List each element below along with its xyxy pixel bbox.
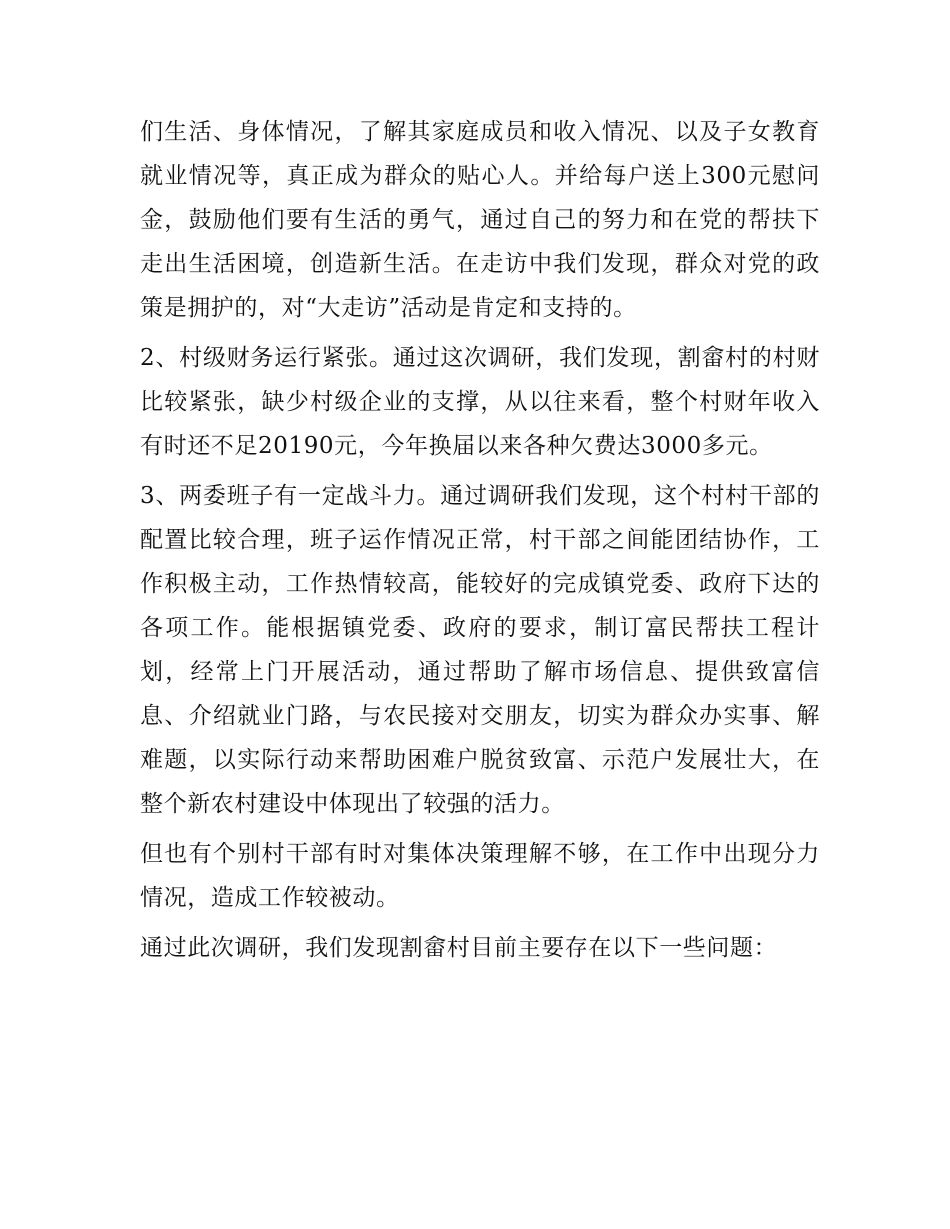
document-body xyxy=(140,110,820,970)
paragraph-problems-intro: 通过此次调研，我们发现割畲村目前主要存在以下一些问题： xyxy=(140,935,778,961)
paragraph-cadre-issues: 但也有个别村干部有时对集体决策理解不够，在工作中出现分力情况，造成工作较被动。 xyxy=(140,841,820,911)
paragraph-committee-capability: 3、两委班子有一定战斗力。通过调研我们发现，这个村村干部的配置比较合理，班子运作情况正常，村干部之间能团结协作，工作积极主动，工作热情较高，能较好的完成镇党委、政府下达的各项工作。能根据镇党委、政府的要求，制订富民帮扶工程计划，经常上门开展活动，通过帮助了解市场信息、提供致富信息、介绍就业门路，与农民接对交朋友，切实为群众办实事、解难题，以实际行动来帮助困难户脱贫致富、示范户发展壮大，在整个新农村建设中体现出了较强的活力。 xyxy=(140,483,820,817)
paragraph-visit-findings: 们生活、身体情况，了解其家庭成员和收入情况、以及子女教育就业情况等，真正成为群众的贴心人。并给每户送上300元慰问金，鼓励他们要有生活的勇气，通过自己的努力和在党的帮扶下走出生活困境，创造新生活。在走访中我们发现，群众对党的政策是拥护的，对“大走访”活动是肯定和支持的。 xyxy=(140,119,820,321)
paragraph-village-finance: 2、村级财务运行紧张。通过这次调研，我们发现，割畲村的村财比较紧张，缺少村级企业的支撑，从以往来看，整个村财年收入有时还不足20190元，今年换届以来各种欠费达3000多元。 xyxy=(140,345,820,459)
